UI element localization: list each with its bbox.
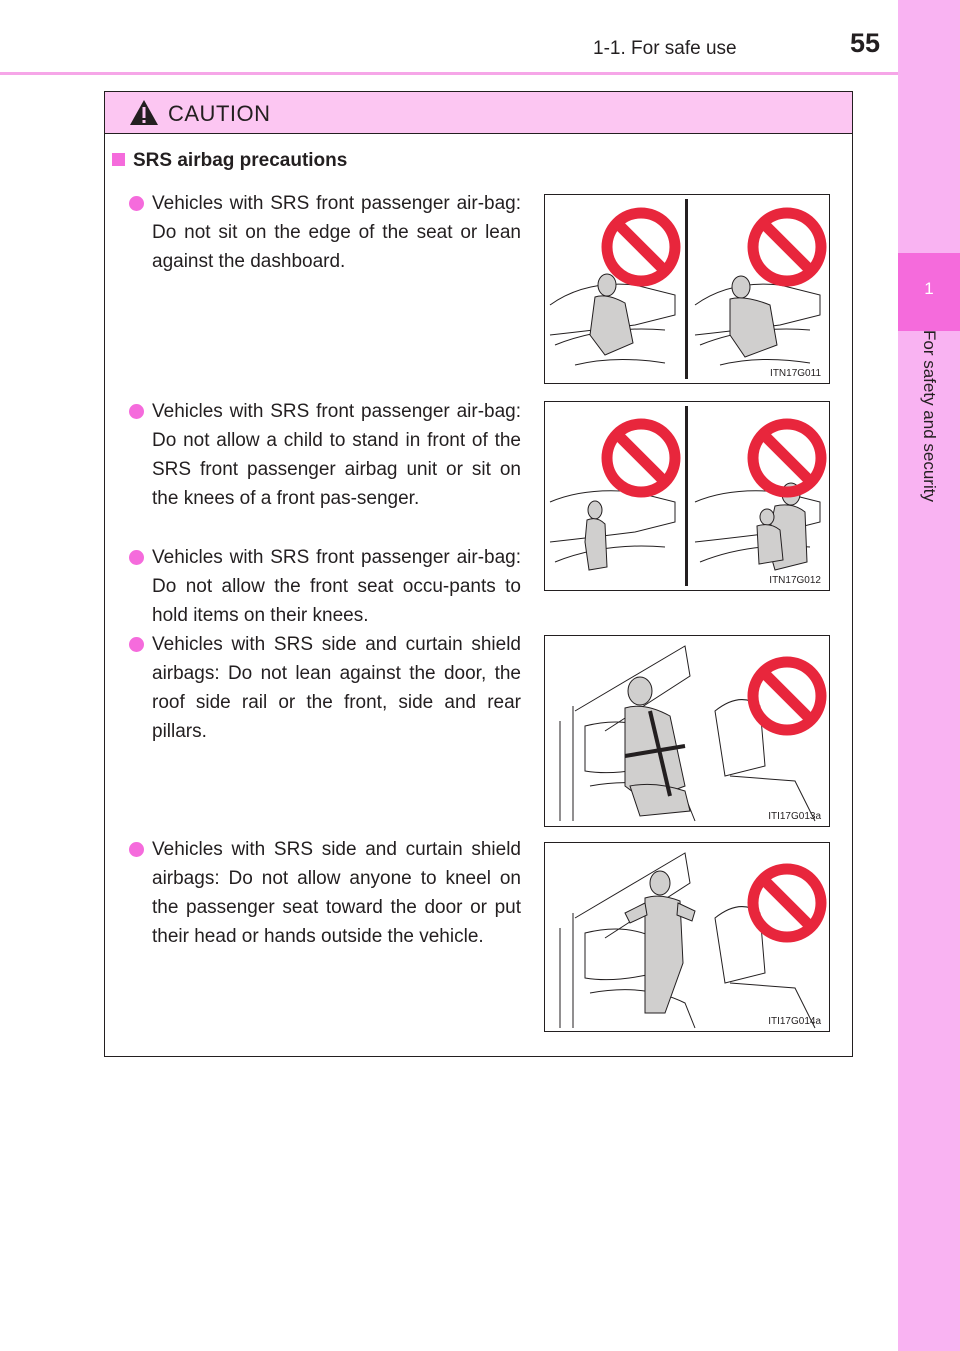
square-bullet-icon (112, 153, 125, 166)
illustration-kneeling-seat (544, 842, 830, 1032)
list-item (129, 630, 521, 746)
car-interior-illustration (545, 843, 830, 1032)
illustration-code: ITI17G013a (768, 811, 821, 822)
list-item (129, 397, 521, 513)
chapter-number: 1 (924, 279, 934, 298)
header-rule (0, 72, 898, 75)
list-item-text: Vehicles with SRS front passenger air-bag: Do not allow the front seat occu-pants to hold items on their knees. (152, 547, 521, 626)
warning-triangle-icon (129, 99, 159, 126)
chapter-side-tab (898, 0, 960, 1351)
car-interior-illustration (545, 402, 830, 591)
bullet-dot-icon (129, 196, 144, 211)
subheading-text: SRS airbag precautions (133, 150, 348, 171)
list-item (129, 835, 521, 951)
illustration-leaning-dashboard (544, 194, 830, 384)
list-item-text: Vehicles with SRS front passenger air-bag: Do not allow a child to stand in front of the SRS front passenger airbag unit or sit on the knees of a front pas-senger. (152, 401, 521, 509)
illustration-leaning-door (544, 635, 830, 827)
illustration-child-knees (544, 401, 830, 591)
chapter-label: For safety and security (920, 330, 939, 502)
chapter-number-tab[interactable] (898, 253, 960, 331)
bullet-dot-icon (129, 637, 144, 652)
prohibition-sign-icon (753, 213, 821, 281)
list-item-text: Vehicles with SRS side and curtain shield airbags: Do not lean against the door, the roof side rail or the front, side and rear pillars. (152, 634, 521, 742)
car-interior-illustration (545, 195, 830, 384)
section-title: 1-1. For safe use (593, 38, 737, 59)
list-item-text: Vehicles with SRS side and curtain shield airbags: Do not allow anyone to kneel on the passenger seat toward the door or put their head or hands outside the vehicle. (152, 839, 521, 947)
list-item (129, 543, 521, 630)
car-interior-illustration (545, 636, 830, 827)
list-item-text: Vehicles with SRS front passenger air-bag: Do not sit on the edge of the seat or lean against the dashboard. (152, 193, 521, 272)
illustration-code: ITI17G014a (768, 1016, 821, 1027)
bullet-dot-icon (129, 550, 144, 565)
page-number: 55 (850, 28, 881, 58)
prohibition-sign-icon (753, 662, 821, 730)
prohibition-sign-icon (753, 869, 821, 937)
prohibition-sign-icon (607, 424, 675, 492)
prohibition-sign-icon (753, 424, 821, 492)
bullet-dot-icon (129, 404, 144, 419)
illustration-code: ITN17G012 (769, 575, 821, 586)
illustration-code: ITN17G011 (770, 368, 821, 379)
caution-title: CAUTION (168, 101, 271, 126)
caution-header (105, 92, 852, 134)
list-item (129, 189, 521, 276)
subheading (112, 150, 347, 172)
prohibition-sign-icon (607, 213, 675, 281)
bullet-dot-icon (129, 842, 144, 857)
